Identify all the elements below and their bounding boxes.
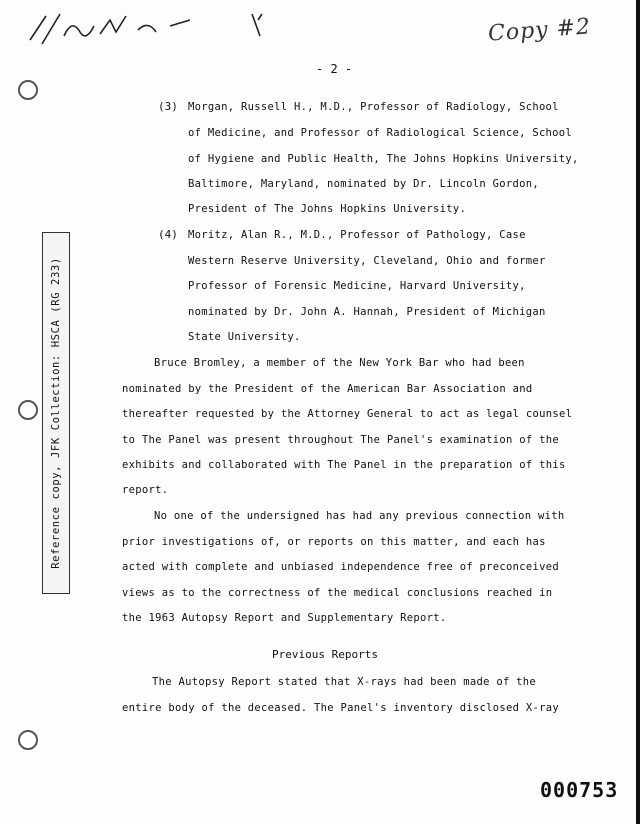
item-line: Western Reserve University, Cleveland, Ohio and former bbox=[188, 255, 546, 267]
item-number: (4) bbox=[158, 228, 178, 241]
paragraph-line: report. bbox=[122, 484, 169, 496]
item-line: nominated by Dr. John A. Hannah, President of Michigan bbox=[188, 306, 546, 318]
item-line: Moritz, Alan R., M.D., Professor of Pathology, Case bbox=[188, 229, 526, 241]
item-line: President of The Johns Hopkins University. bbox=[188, 203, 467, 215]
paragraph-line: acted with complete and unbiased independence free of preconceived bbox=[122, 561, 560, 573]
item-line: Morgan, Russell H., M.D., Professor of Radiology, School bbox=[188, 101, 559, 113]
archive-stamp-text: Reference copy, JFK Collection: HSCA (RG 233) bbox=[50, 257, 62, 569]
item-line: of Medicine, and Professor of Radiological Science, School bbox=[188, 127, 573, 139]
document-id: 000753 bbox=[540, 778, 619, 802]
scan-edge bbox=[636, 0, 640, 824]
paragraph-line: exhibits and collaborated with The Panel in the preparation of this bbox=[122, 459, 566, 471]
paragraph-line: to The Panel was present throughout The Panel's examination of the bbox=[122, 434, 560, 446]
paragraph-line: the 1963 Autopsy Report and Supplementary Report. bbox=[122, 612, 447, 624]
item-line: Baltimore, Maryland, nominated by Dr. Lincoln Gordon, bbox=[188, 178, 539, 190]
item-number: (3) bbox=[158, 100, 178, 113]
paragraph-line: entire body of the deceased. The Panel's inventory disclosed X-ray bbox=[122, 702, 560, 714]
paragraph-line: views as to the correctness of the medical conclusions reached in bbox=[122, 587, 553, 599]
paragraph-line: No one of the undersigned has had any previous connection with bbox=[154, 510, 565, 522]
paragraph-line: Bruce Bromley, a member of the New York Bar who had been bbox=[154, 357, 525, 369]
page-number: - 2 - bbox=[316, 62, 353, 76]
handwritten-copy-note: Copy #2 bbox=[487, 14, 592, 47]
section-heading: Previous Reports bbox=[272, 648, 378, 661]
paragraph-line: prior investigations of, or reports on this matter, and each has bbox=[122, 536, 546, 548]
item-line: of Hygiene and Public Health, The Johns Hopkins University, bbox=[188, 153, 579, 165]
punch-hole-bottom bbox=[18, 730, 38, 750]
punch-hole-top bbox=[18, 80, 38, 100]
paragraph-line: thereafter requested by the Attorney General to act as legal counsel bbox=[122, 408, 573, 420]
punch-hole-middle bbox=[18, 400, 38, 420]
paragraph-line: nominated by the President of the American Bar Association and bbox=[122, 383, 533, 395]
handwritten-scribble bbox=[20, 6, 290, 50]
item-line: State University. bbox=[188, 331, 301, 343]
item-line: Professor of Forensic Medicine, Harvard University, bbox=[188, 280, 526, 292]
archive-stamp bbox=[42, 232, 70, 594]
paragraph-line: The Autopsy Report stated that X-rays had been made of the bbox=[152, 676, 537, 688]
